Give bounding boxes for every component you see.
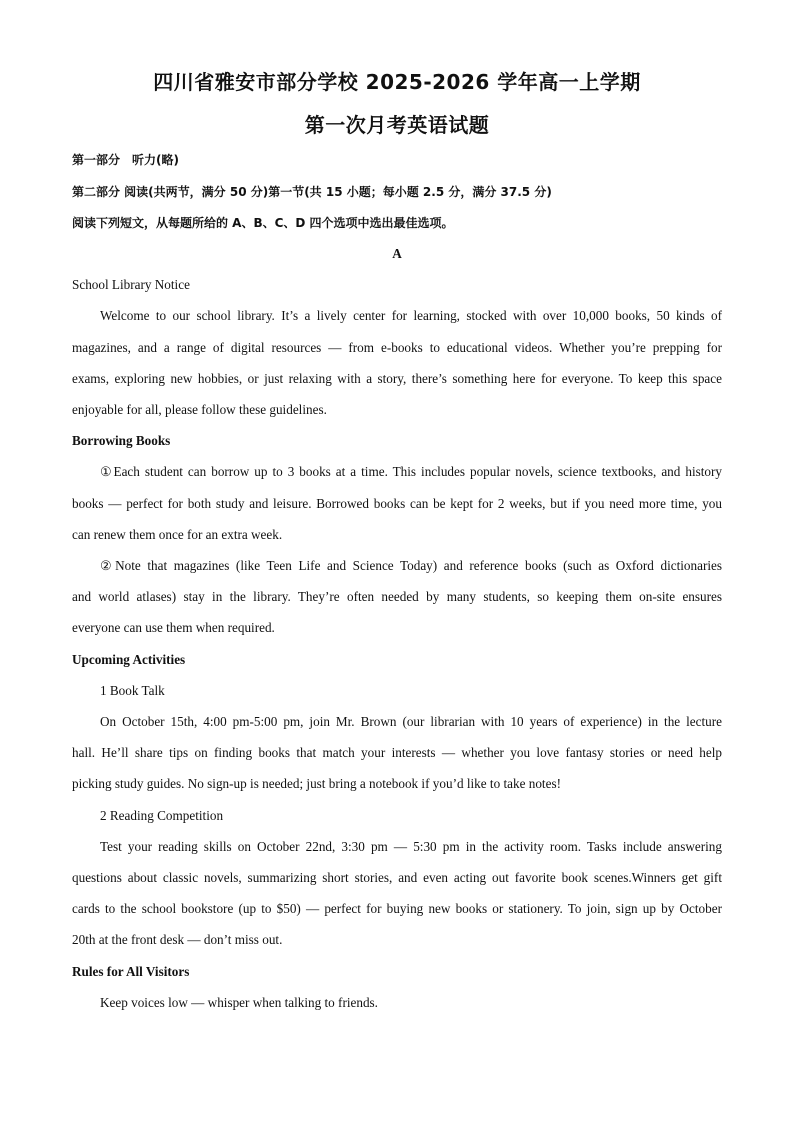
activities-heading: Upcoming Activities: [72, 652, 186, 667]
borrowing-heading: Borrowing Books: [72, 433, 171, 448]
borrowing-p1-line: books — perfect for both study and leisure. Borrowed books can be kept for 2 weeks, but if you need more time, you: [72, 496, 722, 511]
activity-2-line: 20th at the front desk — don’t miss out.: [72, 932, 283, 947]
rules-heading: Rules for All Visitors: [72, 964, 190, 979]
borrowing-p1-line: ①Each student can borrow up to 3 books at a time. This includes popular novels, science textbooks, and history: [100, 464, 722, 479]
part-1-heading: 第一部分 听力(略): [72, 153, 179, 167]
rule-line: Keep voices low — whisper when talking to friends.: [100, 995, 378, 1010]
borrowing-p2-line: and world atlases) stay in the library. They’re often needed by many students, so keeping them on-site ensures: [72, 589, 722, 604]
exam-title-line-2: 第一次月考英语试题: [304, 113, 490, 137]
reading-instruction: 阅读下列短文，从每题所给的 A、B、C、D 四个选项中选出最佳选项。: [72, 216, 454, 230]
activity-2-line: Test your reading skills on October 22nd, 3:30 pm — 5:30 pm in the activity room. Tasks include answering: [100, 839, 722, 854]
intro-line: magazines, and a range of digital resources — from e-books to educational videos. Whether you’re prepping for: [72, 340, 722, 355]
activity-1-line: On October 15th, 4:00 pm-5:00 pm, join Mr. Brown (our librarian with 10 years of experience) in the lecture: [100, 714, 722, 729]
intro-line: enjoyable for all, please follow these guidelines.: [72, 402, 327, 417]
activity-1-line: hall. He’ll share tips on finding books that match your interests — whether you love fantasy stories or need help: [72, 745, 722, 760]
activity-2-line: questions about classic novels, summarizing short stories, and even acting out favorite book scenes.Winners get gift: [72, 870, 722, 885]
activity-1-line: picking study guides. No sign-up is needed; just bring a notebook if you’d like to take notes!: [72, 776, 561, 791]
intro-line: Welcome to our school library. It’s a lively center for learning, stocked with over 10,000 books, 50 kinds of: [100, 308, 722, 323]
notice-title: School Library Notice: [72, 277, 190, 292]
borrowing-p1-line: can renew them once for an extra week.: [72, 527, 283, 542]
borrowing-p2-line: everyone can use them when required.: [72, 620, 275, 635]
borrowing-p2-line: ②Note that magazines (like Teen Life and Science Today) and reference books (such as Oxford dictionaries: [100, 558, 722, 573]
part-2-heading: 第二部分 阅读(共两节，满分 50 分)第一节(共 15 小题；每小题 2.5 分，满分 37.5 分): [72, 185, 552, 199]
activity-2-title: 2 Reading Competition: [100, 808, 224, 823]
intro-line: exams, exploring new hobbies, or just relaxing with a story, there’s something here for everyone. To keep this space: [72, 371, 722, 386]
passage-label: A: [392, 246, 402, 261]
activity-1-title: 1 Book Talk: [100, 683, 165, 698]
activity-2-line: cards to the school bookstore (up to $50) — perfect for buying new books or stationery. To join, sign up by October: [72, 901, 722, 916]
exam-title-line-1: 四川省雅安市部分学校 2025-2026 学年高一上学期: [153, 70, 641, 94]
